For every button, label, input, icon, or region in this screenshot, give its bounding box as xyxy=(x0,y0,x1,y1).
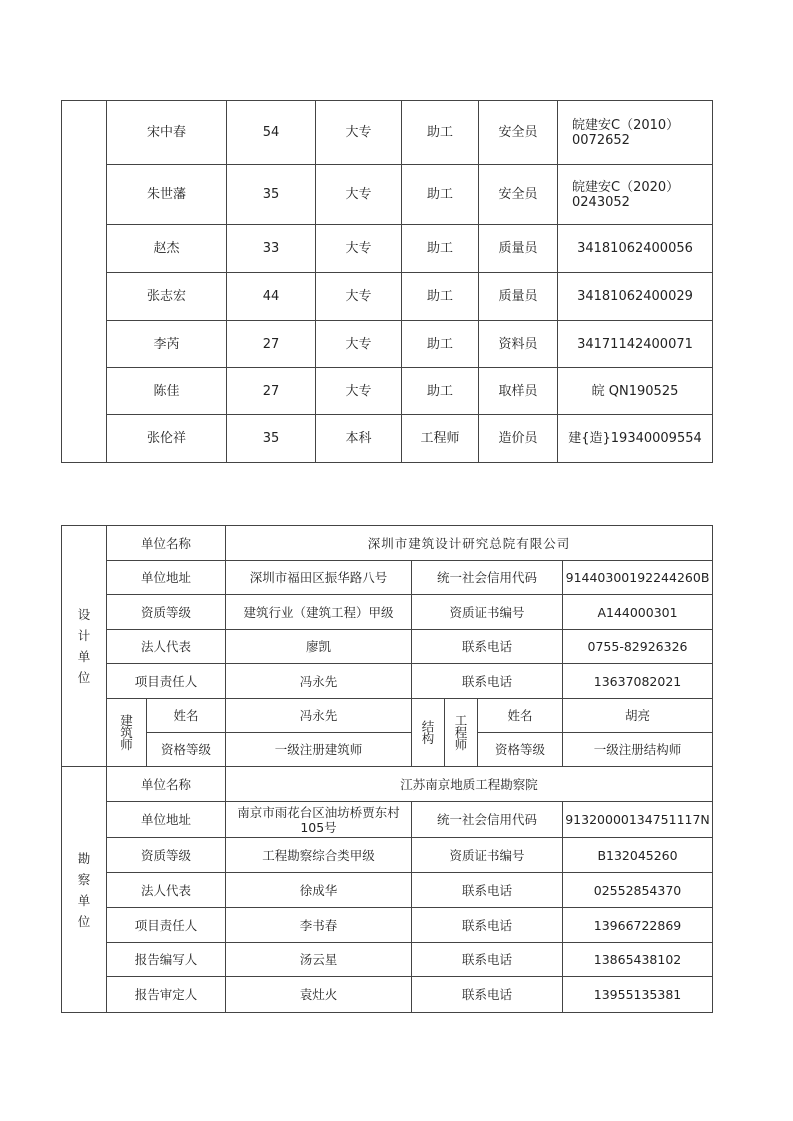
survey-cert-no-label: 资质证书编号 xyxy=(412,838,563,873)
survey-address-label: 单位地址 xyxy=(107,802,226,838)
staff-name: 张志宏 xyxy=(107,273,227,321)
design-legal-rep-phone: 0755-82926326 xyxy=(563,630,713,664)
survey-credit-code-label: 统一社会信用代码 xyxy=(412,802,563,838)
design-address: 深圳市福田区振华路八号 xyxy=(226,561,412,595)
design-unit-name-label: 单位名称 xyxy=(107,526,226,561)
staff-row xyxy=(62,225,713,273)
survey-report-writer-row xyxy=(62,943,713,977)
structural-label-right: 工 程 师 xyxy=(445,699,478,767)
survey-unit-name-label: 单位名称 xyxy=(107,767,226,802)
survey-legal-rep-label: 法人代表 xyxy=(107,873,226,908)
design-engineer-name-row xyxy=(62,699,713,733)
staff-age: 44 xyxy=(227,273,316,321)
survey-project-lead-row xyxy=(62,908,713,943)
staff-cert xyxy=(558,415,713,463)
staff-education: 大专 xyxy=(316,368,402,415)
design-qualification-label: 资质等级 xyxy=(107,595,226,630)
structural-grade-label: 资格等级 xyxy=(478,733,563,767)
architect-grade-label: 资格等级 xyxy=(147,733,226,767)
design-project-lead: 冯永先 xyxy=(226,664,412,699)
staff-education: 大专 xyxy=(316,273,402,321)
staff-row xyxy=(62,368,713,415)
survey-address-row xyxy=(62,802,713,838)
survey-unit-name: 江苏南京地质工程勘察院 xyxy=(226,767,713,802)
staff-education: 本科 xyxy=(316,415,402,463)
staff-name: 张伦祥 xyxy=(107,415,227,463)
survey-cert-no: B132045260 xyxy=(563,838,713,873)
staff-education: 大专 xyxy=(316,165,402,225)
design-unit-name-row xyxy=(62,526,713,561)
staff-age: 27 xyxy=(227,368,316,415)
staff-cert-line1: 建{造}19340009554 xyxy=(568,431,702,446)
design-cert-no: A144000301 xyxy=(563,595,713,630)
structural-label-left: 结 构 xyxy=(412,699,445,767)
survey-phone-label-4: 联系电话 xyxy=(412,977,563,1013)
design-qualification: 建筑行业（建筑工程）甲级 xyxy=(226,595,412,630)
survey-credit-code: 91320000134751117N xyxy=(563,802,713,838)
survey-address: 南京市雨花台区油坊桥贾东村105号 xyxy=(226,802,412,838)
staff-title: 助工 xyxy=(402,321,479,368)
staff-education: 大专 xyxy=(316,225,402,273)
staff-cert-line1: 34181062400029 xyxy=(577,289,693,304)
architect-name: 冯永先 xyxy=(226,699,412,733)
structural-grade: 一级注册结构师 xyxy=(563,733,713,767)
architect-name-label: 姓名 xyxy=(147,699,226,733)
survey-report-writer-phone: 13865438102 xyxy=(563,943,713,977)
staff-cert-line1: 皖建安C（2020） xyxy=(572,179,680,195)
structural-name: 胡亮 xyxy=(563,699,713,733)
architect-grade: 一级注册建筑师 xyxy=(226,733,412,767)
survey-qualification-label: 资质等级 xyxy=(107,838,226,873)
survey-qualification: 工程勘察综合类甲级 xyxy=(226,838,412,873)
staff-age: 27 xyxy=(227,321,316,368)
staff-cert xyxy=(558,101,713,165)
staff-cert xyxy=(558,321,713,368)
design-unit-name: 深圳市建筑设计研究总院有限公司 xyxy=(226,526,713,561)
design-address-label: 单位地址 xyxy=(107,561,226,595)
staff-section-label-cell xyxy=(62,101,107,463)
staff-role: 安全员 xyxy=(479,165,558,225)
survey-report-writer-label: 报告编写人 xyxy=(107,943,226,977)
staff-role: 造价员 xyxy=(479,415,558,463)
staff-role: 安全员 xyxy=(479,101,558,165)
staff-row xyxy=(62,415,713,463)
staff-table-body xyxy=(62,101,713,463)
staff-row xyxy=(62,273,713,321)
survey-phone-label-2: 联系电话 xyxy=(412,908,563,943)
staff-cert xyxy=(558,368,713,415)
staff-row xyxy=(62,321,713,368)
staff-title: 助工 xyxy=(402,368,479,415)
staff-name: 李芮 xyxy=(107,321,227,368)
survey-report-writer: 汤云星 xyxy=(226,943,412,977)
survey-project-lead: 李书春 xyxy=(226,908,412,943)
staff-age: 54 xyxy=(227,101,316,165)
staff-role: 资料员 xyxy=(479,321,558,368)
staff-title: 助工 xyxy=(402,225,479,273)
survey-project-lead-phone: 13966722869 xyxy=(563,908,713,943)
unit-info-table xyxy=(61,525,713,1013)
staff-title: 工程师 xyxy=(402,415,479,463)
design-credit-code: 91440300192244260B xyxy=(563,561,713,595)
design-section-label: 设 计 单 位 xyxy=(62,526,107,767)
design-project-lead-phone: 13637082021 xyxy=(563,664,713,699)
survey-project-lead-label: 项目责任人 xyxy=(107,908,226,943)
survey-report-reviewer-row xyxy=(62,977,713,1013)
survey-phone-label: 联系电话 xyxy=(412,873,563,908)
staff-title: 助工 xyxy=(402,101,479,165)
design-cert-no-label: 资质证书编号 xyxy=(412,595,563,630)
staff-table xyxy=(61,100,713,463)
design-engineer-grade-row xyxy=(62,733,713,767)
staff-age: 35 xyxy=(227,415,316,463)
staff-title: 助工 xyxy=(402,273,479,321)
survey-qualification-row xyxy=(62,838,713,873)
staff-cert-line1: 皖 QN190525 xyxy=(591,383,679,399)
staff-cert xyxy=(558,225,713,273)
staff-cert-line2: 0072652 xyxy=(572,132,630,148)
survey-unit-name-row xyxy=(62,767,713,802)
design-project-lead-label: 项目责任人 xyxy=(107,664,226,699)
staff-role: 取样员 xyxy=(479,368,558,415)
staff-cert-line1: 34181062400056 xyxy=(577,241,693,256)
staff-name: 陈佳 xyxy=(107,368,227,415)
staff-name: 宋中春 xyxy=(107,101,227,165)
staff-age: 35 xyxy=(227,165,316,225)
staff-title: 助工 xyxy=(402,165,479,225)
staff-name: 朱世藩 xyxy=(107,165,227,225)
survey-legal-rep: 徐成华 xyxy=(226,873,412,908)
survey-section-label: 勘 察 单 位 xyxy=(62,767,107,1013)
staff-cert xyxy=(558,165,713,225)
survey-report-reviewer: 袁灶火 xyxy=(226,977,412,1013)
staff-cert xyxy=(558,273,713,321)
staff-cert-line1: 34171142400071 xyxy=(577,336,693,352)
staff-role: 质量员 xyxy=(479,225,558,273)
staff-row xyxy=(62,165,713,225)
survey-phone-label-3: 联系电话 xyxy=(412,943,563,977)
design-phone-label-2: 联系电话 xyxy=(412,664,563,699)
design-legal-rep-row xyxy=(62,630,713,664)
design-qualification-row xyxy=(62,595,713,630)
design-credit-code-label: 统一社会信用代码 xyxy=(412,561,563,595)
structural-name-label: 姓名 xyxy=(478,699,563,733)
survey-report-reviewer-phone: 13955135381 xyxy=(563,977,713,1013)
design-legal-rep: 廖凯 xyxy=(226,630,412,664)
design-legal-rep-label: 法人代表 xyxy=(107,630,226,664)
design-project-lead-row xyxy=(62,664,713,699)
staff-education: 大专 xyxy=(316,321,402,368)
staff-education: 大专 xyxy=(316,101,402,165)
design-address-row xyxy=(62,561,713,595)
staff-cert-line2: 0243052 xyxy=(572,194,630,210)
staff-age: 33 xyxy=(227,225,316,273)
staff-cert-line1: 皖建安C（2010） xyxy=(572,117,680,133)
survey-legal-rep-phone: 02552854370 xyxy=(563,873,713,908)
survey-report-reviewer-label: 报告审定人 xyxy=(107,977,226,1013)
survey-legal-rep-row xyxy=(62,873,713,908)
design-phone-label: 联系电话 xyxy=(412,630,563,664)
staff-name: 赵杰 xyxy=(107,225,227,273)
staff-row xyxy=(62,101,713,165)
staff-role: 质量员 xyxy=(479,273,558,321)
architect-label: 建 筑 师 xyxy=(107,699,147,767)
